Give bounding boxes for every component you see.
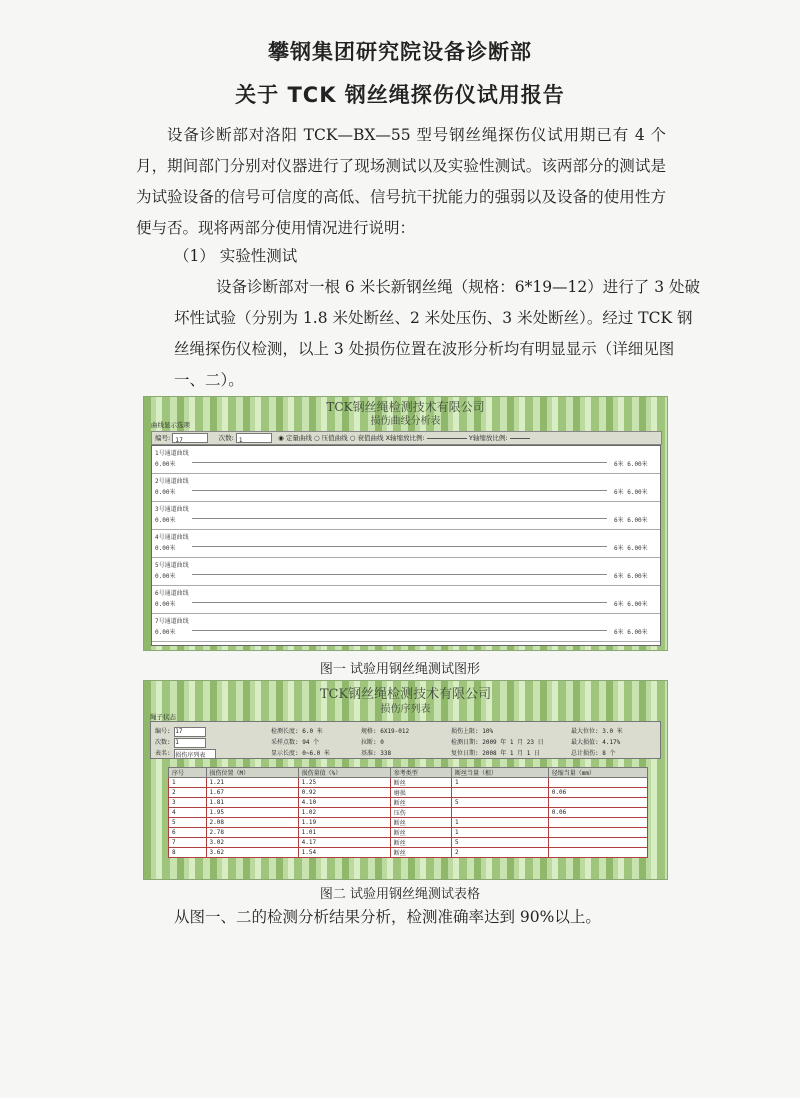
panel-label: 绳子状态 <box>150 713 176 721</box>
table-cell <box>451 808 548 818</box>
track-separator <box>152 501 660 502</box>
table-cell: 断丝 <box>390 818 451 828</box>
table-cell: 5 <box>169 818 207 828</box>
figure-subtitle: 损伤曲线分析表 <box>370 416 441 427</box>
intro-paragraph: 设备诊断部对洛阳 TCK—BX—55 型号钢丝绳探伤仪试用期已有 4 个月，期间部门分别对仪器进行了现场测试以及实验性测试。该两部分的测试是为试验设备的信号可信度的高低、信号抗干扰能力的强弱以及设备的使用性方便与否。现将两部分使用情况进行说明： <box>136 126 666 237</box>
track-separator <box>152 585 660 586</box>
x-scale-slider[interactable] <box>427 438 467 439</box>
figure-subtitle: 损伤序列表 <box>380 704 431 715</box>
table-row[interactable] <box>169 788 648 798</box>
track-end-value: 6米 6.00米 <box>614 545 648 552</box>
table-cell: 1.02 <box>298 808 390 818</box>
times-label: 次数: <box>218 434 234 442</box>
radio-pressure[interactable]: ○ 压值曲线 <box>313 434 348 442</box>
table-cell <box>548 818 647 828</box>
table-cell: 3.62 <box>206 848 298 858</box>
table-header-cell: 损伤量值（%） <box>298 768 390 778</box>
section-text-line: 坏性试验（分别为 1.8 米处断丝、2 米处压伤、3 米处断丝）。经过 TCK 钢 <box>174 309 693 327</box>
table-cell: 2.78 <box>206 828 298 838</box>
table-cell: 2.08 <box>206 818 298 828</box>
info-field: 拉断: 0 <box>361 739 384 746</box>
radio-decay[interactable]: ○ 衰值曲线 <box>349 434 384 442</box>
track-label: 4号通道曲线 <box>155 534 189 541</box>
table-cell: 断丝 <box>390 828 451 838</box>
track-end-value: 6米 6.00米 <box>614 489 648 496</box>
track-label: 3号通道曲线 <box>155 506 189 513</box>
figure-1-screenshot <box>143 396 668 651</box>
info-field: 复位日期: 2008 年 1 月 1 日 <box>451 750 540 757</box>
times-select[interactable]: 1 <box>236 433 272 443</box>
table-cell: 0.06 <box>548 788 647 798</box>
table-row[interactable] <box>169 798 648 808</box>
table-cell <box>548 778 647 788</box>
table-cell <box>548 838 647 848</box>
y-scale-label: Y轴缩放比例: <box>468 434 508 442</box>
table-cell: 1 <box>451 778 548 788</box>
panel-label: 曲线显示选项 <box>151 421 190 429</box>
table-cell: 2 <box>169 788 207 798</box>
figure-company-name: TCK钢丝绳检测技术有限公司 <box>326 400 485 414</box>
track-curve <box>192 602 607 603</box>
table-cell: 1.67 <box>206 788 298 798</box>
table-cell: 断丝 <box>390 778 451 788</box>
y-scale-slider[interactable] <box>510 438 530 439</box>
table-cell: 3.02 <box>206 838 298 848</box>
track-label: 7号通道曲线 <box>155 618 189 625</box>
track-start-value: 0.00米 <box>155 461 176 468</box>
number-label: 编号: <box>155 434 171 442</box>
track-end-value: 6米 6.00米 <box>614 517 648 524</box>
section-text-line: 一、二）。 <box>174 371 244 389</box>
track-curve <box>192 490 607 491</box>
table-cell: 断丝 <box>390 848 451 858</box>
info-field: 基准: 338 <box>361 750 392 757</box>
table-cell: 压伤 <box>390 808 451 818</box>
table-cell: 8 <box>169 848 207 858</box>
table-cell: 7 <box>169 838 207 848</box>
conclusion-text: 从图一、二的检测分析结果分析，检测准确率达到 90%以上。 <box>174 908 601 926</box>
track-separator <box>152 613 660 614</box>
table-row[interactable] <box>169 848 648 858</box>
table-header-cell: 参考类型 <box>390 768 451 778</box>
track-separator <box>152 529 660 530</box>
table-cell: 1.81 <box>206 798 298 808</box>
table-cell: 2 <box>451 848 548 858</box>
track-start-value: 0.00米 <box>155 573 176 580</box>
figure-company-name: TCK钢丝绳检测技术有限公司 <box>319 687 492 702</box>
report-title: 关于 TCK 钢丝绳探伤仪试用报告 <box>235 83 565 107</box>
section-heading: （1） 实验性测试 <box>174 247 298 265</box>
rope-info-panel: 编号: 17 次数: 1 表名: 损伤序列表 检测长度: 6.0 米 采样点数: 94 个 显示长度: 0~6.0 米 规格: 6X19-012 拉断: 0 基准: 338 损伤上限: 10% 检测日期: 2009 年 1 月 23 日 复位日期: 2008 年 1 月 1 日 最大位位: 3.0 米 最大损值: 4.17% 总计损伤: 8 个 <box>150 721 661 759</box>
track-curve <box>192 518 607 519</box>
track-start-value: 0.00米 <box>155 517 176 524</box>
track-start-value: 0.00米 <box>155 545 176 552</box>
table-cell: 0.92 <box>298 788 390 798</box>
table-cell <box>548 828 647 838</box>
table-row[interactable] <box>169 828 648 838</box>
track-start-value: 0.00米 <box>155 489 176 496</box>
table-cell: 1 <box>169 778 207 788</box>
radio-quantitative[interactable]: ◉ 定量曲线 <box>278 434 312 442</box>
track-end-value: 6米 6.00米 <box>614 629 648 636</box>
info-field: 最大位位: 3.0 米 <box>571 728 623 735</box>
table-row[interactable] <box>169 778 648 788</box>
track-separator <box>152 557 660 558</box>
table-header-cell: 断丝当量（根） <box>451 768 548 778</box>
table-select[interactable]: 损伤序列表 <box>174 749 216 759</box>
figure-2-caption: 图二 试验用钢丝绳测试表格 <box>319 887 481 902</box>
table-row[interactable] <box>169 808 648 818</box>
curve-chart-area <box>151 445 661 646</box>
control-bar <box>151 431 662 445</box>
table-cell: 断丝 <box>390 838 451 848</box>
table-cell: 3 <box>169 798 207 808</box>
table-cell: 1.21 <box>206 778 298 788</box>
figure-1-caption: 图一 试验用钢丝绳测试图形 <box>319 662 481 677</box>
table-cell: 0.06 <box>548 808 647 818</box>
number-select[interactable]: 17 <box>174 727 206 737</box>
track-label: 1号通道曲线 <box>155 450 189 457</box>
info-field: 检测长度: 6.0 米 <box>271 728 323 735</box>
table-cell: 磨损 <box>390 788 451 798</box>
table-cell: 1 <box>451 818 548 828</box>
track-label: 6号通道曲线 <box>155 590 189 597</box>
track-curve <box>192 630 607 631</box>
table-cell: 4.10 <box>298 798 390 808</box>
track-end-value: 6米 6.00米 <box>614 573 648 580</box>
info-field: 检测日期: 2009 年 1 月 23 日 <box>451 739 544 746</box>
track-start-value: 0.00米 <box>155 601 176 608</box>
track-separator <box>152 641 660 642</box>
table-row[interactable] <box>169 838 648 848</box>
info-field: 采样点数: 94 个 <box>271 739 320 746</box>
x-scale-label: X轴缩放比例: <box>385 434 425 442</box>
table-cell: 1.25 <box>298 778 390 788</box>
track-separator <box>152 473 660 474</box>
section-text-line: 设备诊断部对一根 6 米长新钢丝绳（规格：6*19—12）进行了 3 处破 <box>216 278 700 296</box>
table-cell: 1.95 <box>206 808 298 818</box>
table-cell: 1 <box>451 828 548 838</box>
number-select[interactable]: 17 <box>172 433 208 443</box>
table-cell <box>548 798 647 808</box>
table-cell: 1.54 <box>298 848 390 858</box>
table-cell: 4 <box>169 808 207 818</box>
table-cell <box>548 848 647 858</box>
figure-2-screenshot <box>143 680 668 880</box>
section-text-line: 丝绳探伤仪检测，以上 3 处损伤位置在波形分析均有明显显示（详细见图 <box>174 340 675 358</box>
table-row[interactable] <box>169 818 648 828</box>
table-cell: 1.01 <box>298 828 390 838</box>
table-header-cell: 径缩当量（mm） <box>548 768 647 778</box>
info-field: 显示长度: 0~6.0 米 <box>271 750 330 757</box>
damage-table <box>168 767 648 858</box>
table-cell <box>451 788 548 798</box>
track-end-value: 6米 6.00米 <box>614 601 648 608</box>
track-curve <box>192 462 607 463</box>
track-curve <box>192 574 607 575</box>
org-title: 攀钢集团研究院设备诊断部 <box>268 40 532 64</box>
track-end-value: 6米 6.00米 <box>614 461 648 468</box>
info-field: 总计损伤: 8 个 <box>571 750 616 757</box>
info-field: 最大损值: 4.17% <box>571 739 621 746</box>
table-header-cell: 序号 <box>169 768 207 778</box>
table-cell: 断丝 <box>390 798 451 808</box>
track-curve <box>192 546 607 547</box>
table-cell: 5 <box>451 838 548 848</box>
table-cell: 1.19 <box>298 818 390 828</box>
track-label: 2号通道曲线 <box>155 478 189 485</box>
table-cell: 4.17 <box>298 838 390 848</box>
track-label: 5号通道曲线 <box>155 562 189 569</box>
info-field: 损伤上限: 10% <box>451 728 494 735</box>
table-header-cell: 损伤位置（M） <box>206 768 298 778</box>
times-select[interactable]: 1 <box>174 738 206 748</box>
table-cell: 6 <box>169 828 207 838</box>
info-field: 规格: 6X19-012 <box>361 728 410 735</box>
track-start-value: 0.00米 <box>155 629 176 636</box>
table-cell: 5 <box>451 798 548 808</box>
